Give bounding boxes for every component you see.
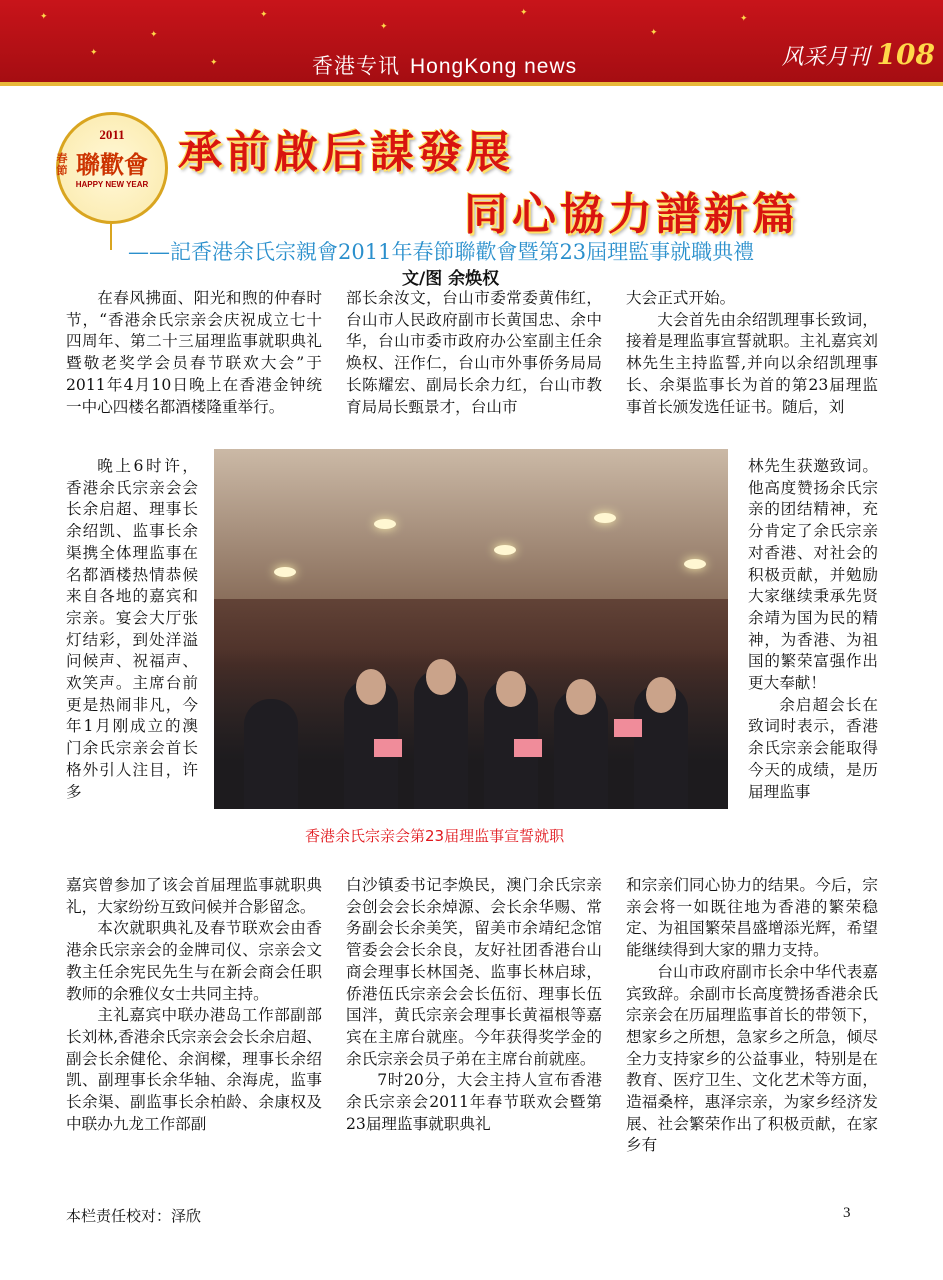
byline: 文/图 余焕权 — [402, 269, 500, 289]
column-2-bottom — [346, 875, 602, 1135]
ceiling-lamp — [494, 545, 516, 555]
headline-line1: 承前啟后謀發展 — [178, 127, 514, 178]
column-2-top — [346, 288, 602, 418]
column-3-narrow — [748, 456, 878, 803]
proofreader-credit: 本栏责任校对：泽欣 — [66, 1207, 202, 1225]
star-icon: ✦ — [650, 28, 658, 38]
lantern-logo — [56, 112, 168, 224]
star-icon: ✦ — [380, 22, 388, 32]
column-1-top — [66, 288, 322, 418]
page-number: 3 — [843, 1205, 851, 1221]
person-head — [646, 677, 676, 713]
photo-caption: 香港余氏宗亲会第23届理监事宣誓就职 — [305, 827, 565, 845]
magazine-title: 风采月刊 — [781, 45, 870, 70]
paragraph: 白沙镇委书记李焕民，澳门余氏宗亲会创会会长余焯源、会长余华赐、常务副会长余美笑，留美市余靖纪念馆管委会会长余良，友好社团香港台山商会理事长林国尧、监事长林启球，侨港伍氏宗亲会会长伍衍、理事长伍国泮，黄氏宗亲会理事长黄福根等嘉宾在主席台就座。今年获得奖学金的余氏宗亲会员子弟在主席台前就座。 — [346, 876, 602, 1068]
paragraph: 晚上6时许，香港余氏宗亲会会长余启超、理事长余绍凯、监事长余渠携全体理监事在名都酒楼热情恭候来自各地的嘉宾和宗亲。宴会大厅张灯结彩，到处洋溢问候声、祝福声、欢笑声。主席台前更是热闹非凡，今年1月刚成立的澳门余氏宗亲会首长格外引人注目，许多 — [66, 457, 198, 801]
paragraph: 嘉宾曾参加了该会首届理监事就职典礼，大家纷纷互致问候并合影留念。 — [66, 876, 322, 916]
oath-paper — [514, 739, 542, 757]
person — [244, 699, 298, 809]
star-icon: ✦ — [90, 48, 98, 58]
article-subtitle: ——記香港余氏宗親會2011年春節聯歡會暨第23屆理監事就職典禮 — [128, 240, 755, 264]
paragraph: 余启超会长在致词时表示，香港余氏宗亲会能取得今天的成绩，是历届理监事 — [748, 695, 878, 801]
paragraph: 7时20分，大会主持人宣布香港余氏宗亲会2011年春节联欢会暨第23届理监事就职典礼 — [346, 1071, 602, 1133]
photo-ceiling — [214, 449, 728, 599]
star-icon: ✦ — [210, 58, 218, 68]
oath-paper — [374, 739, 402, 757]
column-1-narrow — [66, 456, 198, 803]
column-1-bottom — [66, 875, 322, 1135]
paragraph: 部长余汝文，台山市委常委黄伟红，台山市人民政府副市长黄国忠、余中华，台山市委市政府办公室副主任余焕权、汪作仁，台山市外事侨务局局长陈耀宏、副局长余力红，台山市教育局局长甄景才，台山市 — [346, 289, 602, 416]
column-3-bottom — [626, 875, 878, 1157]
ceiling-lamp — [594, 513, 616, 523]
logo-year: 2011 — [99, 127, 125, 142]
header-divider — [0, 82, 943, 86]
oath-paper — [614, 719, 642, 737]
paragraph: 大会正式开始。 — [626, 289, 736, 307]
header-banner — [0, 0, 943, 82]
paragraph: 和宗亲们同心协力的结果。今后，宗亲会将一如既往地为香港的繁荣稳定、为祖国繁荣昌盛增添光辉，希望能继续得到大家的鼎力支持。 — [626, 876, 878, 960]
issue-number: 108 — [876, 38, 935, 71]
ceiling-lamp — [374, 519, 396, 529]
star-icon: ✦ — [740, 14, 748, 24]
headline-line2: 同心協力譜新篇 — [464, 189, 800, 240]
person-head — [566, 679, 596, 715]
paragraph: 台山市政府副市长余中华代表嘉宾致辞。余副市长高度赞扬香港余氏宗亲会在历届理监事首长的带领下，想家乡之所想，急家乡之所急，倾尽全力支持家乡的公益事业，特别是在教育、医疗卫生、文化艺术等方面，造福桑梓，惠泽宗亲，为家乡经济发展、社会繁荣作出了积极贡献，在家乡有 — [626, 962, 878, 1155]
ceremony-photo — [214, 449, 728, 809]
star-icon: ✦ — [150, 30, 158, 40]
paragraph: 本次就职典礼及春节联欢会由香港余氏宗亲会的金牌司仪、宗亲会文教主任余宪民先生与在新会商会任职教师的余雅仪女士共同主持。 — [66, 919, 322, 1003]
logo-english: HAPPY NEW YEAR — [75, 180, 149, 189]
paragraph: 大会首先由余绍凯理事长致词，接着是理监事宣誓就职。主礼嘉宾刘林先生主持监誓,并向以余绍凯理事长、余渠监事长为首的第23届理监事首长颁发选任证书。随后，刘 — [626, 310, 878, 416]
person-head — [356, 669, 386, 705]
lantern-tassel — [110, 224, 112, 250]
ceiling-lamp — [274, 567, 296, 577]
star-icon: ✦ — [520, 8, 528, 18]
ceiling-lamp — [684, 559, 706, 569]
star-icon: ✦ — [260, 10, 268, 20]
person-head — [496, 671, 526, 707]
magazine-name — [782, 38, 935, 71]
person-head — [426, 659, 456, 695]
section-title — [312, 50, 577, 80]
logo-chinese: 聯歡會 — [76, 150, 148, 179]
paragraph: 林先生获邀致词。他高度赞扬余氏宗亲的团结精神，充分肯定了余氏宗亲对香港、对社会的积极贡献，并勉励大家继续秉承先贤余靖为国为民的精神，为香港、为祖国的繁荣富强作出更大奉献！ — [748, 457, 878, 693]
column-3-top — [626, 288, 878, 418]
logo-spring: 春節 — [56, 152, 68, 177]
paragraph: 主礼嘉宾中联办港岛工作部副部长刘林,香港余氏宗亲会会长余启超、副会长余健伦、余润樑，理事长余绍凯、副理事长余华轴、余海虎，监事长余渠、副监事长余柏龄、余康权及中联办九龙工作部副 — [66, 1006, 322, 1133]
star-icon: ✦ — [40, 12, 48, 22]
paragraph: 在春风拂面、阳光和煦的仲春时节，“香港余氏宗亲会庆祝成立七十四周年、第二十三届理监事就职典礼暨敬老奖学会员春节联欢大会”于2011年4月10日晚上在香港金钟统一中心四楼名都酒楼隆重举行。 — [66, 289, 322, 416]
section-title-en: HongKong news — [410, 55, 578, 78]
section-title-cn: 香港专讯 — [312, 54, 400, 78]
